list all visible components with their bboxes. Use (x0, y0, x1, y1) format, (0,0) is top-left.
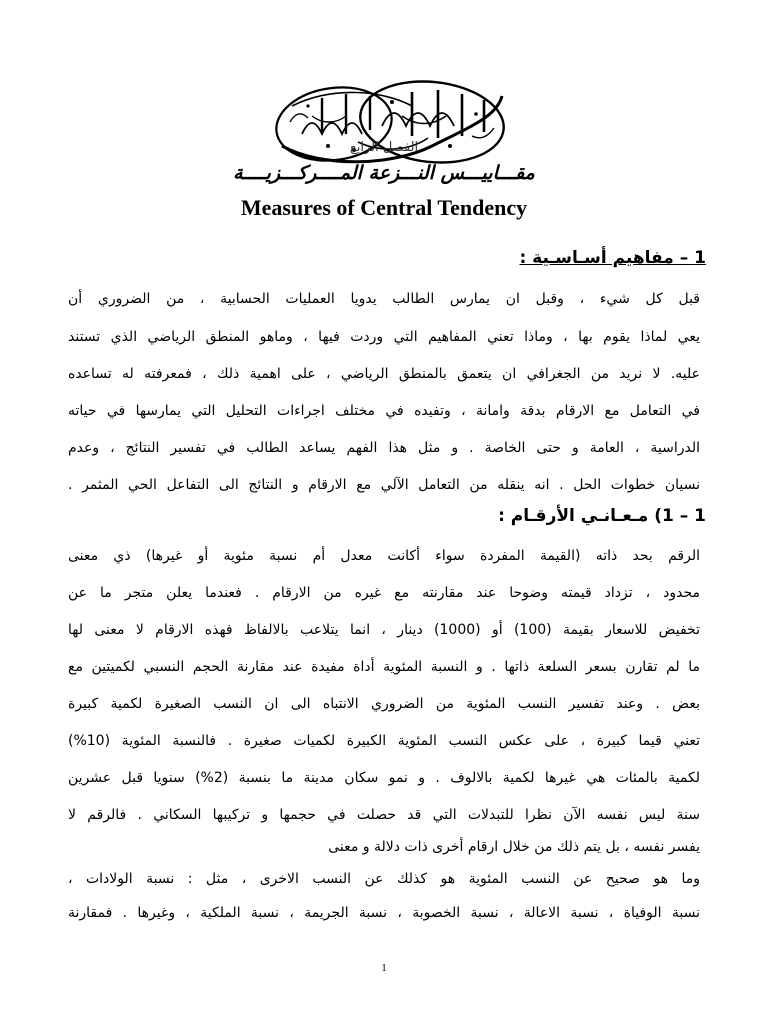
section-heading-basic-concepts: 1 – مفاهيم أسـاسـية : (519, 248, 706, 268)
page-number: 1 (381, 962, 387, 974)
basmala-calligraphy-emblem (262, 76, 512, 172)
paragraph-line: محدود ، تزداد قيمته وضوحا عند مقارنته مع غيره من الارقام . فعندما يعلن متجر ما عن (68, 585, 700, 601)
paragraph-line: يفسر نفسه ، بل يتم ذلك من خلال ارقام أخرى ذات دلالة و معنى (328, 839, 700, 855)
paragraph-line: تعني قيما كبيرة ، على عكس النسب المئوية الكبيرة لكميات صغيرة . فالنسبة المئوية (10%) (68, 733, 700, 749)
chapter-label: الفصل الرابع (349, 140, 419, 155)
paragraph-line: الدراسية ، العامة و حتى الخاصة . و مثل هذا الفهم يساعد الطالب في تفسير النتائج ، وعدم (68, 440, 700, 456)
paragraph-line: تخفيض للاسعار بقيمة (100) أو (1000) دينار ، انما يتلاعب بالالفاظ فهذه الارقام لا معنى لها (68, 622, 700, 638)
english-title: Measures of Central Tendency (240, 195, 528, 220)
paragraph-line: ما لم تقارن بسعر السلعة ذاتها . و النسبة المئوية أداة مفيدة عند مقارنة الحجم النسبي لكميتين مع (68, 659, 700, 675)
paragraph-line: لكمية بالمئات هي غيرها لكمية بالالوف . و نمو سكان مدينة ما بنسبة (2%) سنويا قبل عشرين (68, 770, 700, 786)
paragraph-line: قبل كل شيء ، وقبل ان يمارس الطالب يدويا العمليات الحسابية ، من الضروري أن (68, 291, 700, 307)
paragraph-line: يعي لماذا يقوم بها ، وماذا تعني المفاهيم التي وردت فيها ، وماهو المنطق الرياضي الذي تستند (68, 329, 700, 345)
paragraph-line: نسبة الوفياة ، نسبة الاعالة ، نسبة الخصوبة ، نسبة الجريمة ، نسبة الملكية ، وغيرها . فمقارنة (68, 905, 700, 921)
paragraph-line: نسيان خطوات الحل . انه ينقله من التعامل الآلي مع الارقام و النتائج الى التفاعل الحي المثمر . (68, 477, 700, 493)
paragraph-line: بعض . وعند تفسير النسب المئوية من الضروري الانتباه الى ان النسب الصغيرة لكمية كبيرة (68, 696, 700, 712)
paragraph-line: الرقم بحد ذاته (القيمة المفردة سواء أكانت معدل أم نسبة مئوية أو غيرها) ذي معنى (68, 548, 700, 564)
arabic-title: مقـــاييـــس النـــزعة المــــركـــزيــــة (233, 162, 535, 184)
paragraph-line: عليه. لا نريد من الجغرافي ان يتعمق بالمنطق الرياضي ، على اهمية ذلك ، فمعرفته له تساعده (68, 366, 700, 382)
paragraph-line: سنة ليس نفسه الآن نظرا للتبدلات التي قد حصلت في حجمها و تركيبها السكاني . فالرقم لا (68, 807, 700, 823)
paragraph-line: في التعامل مع الارقام بدقة وامانة ، وتفيده في مختلف اجراءات التحليل التي يمارسها في حياته (68, 403, 700, 419)
section-heading-meaning-of-numbers: 1 – 1) مـعـانـي الأرقـام : (498, 506, 706, 526)
paragraph-line: وما هو صحيح عن النسب المئوية هو كذلك عن النسب الاخرى ، مثل : نسبة الولادات ، (68, 871, 700, 887)
